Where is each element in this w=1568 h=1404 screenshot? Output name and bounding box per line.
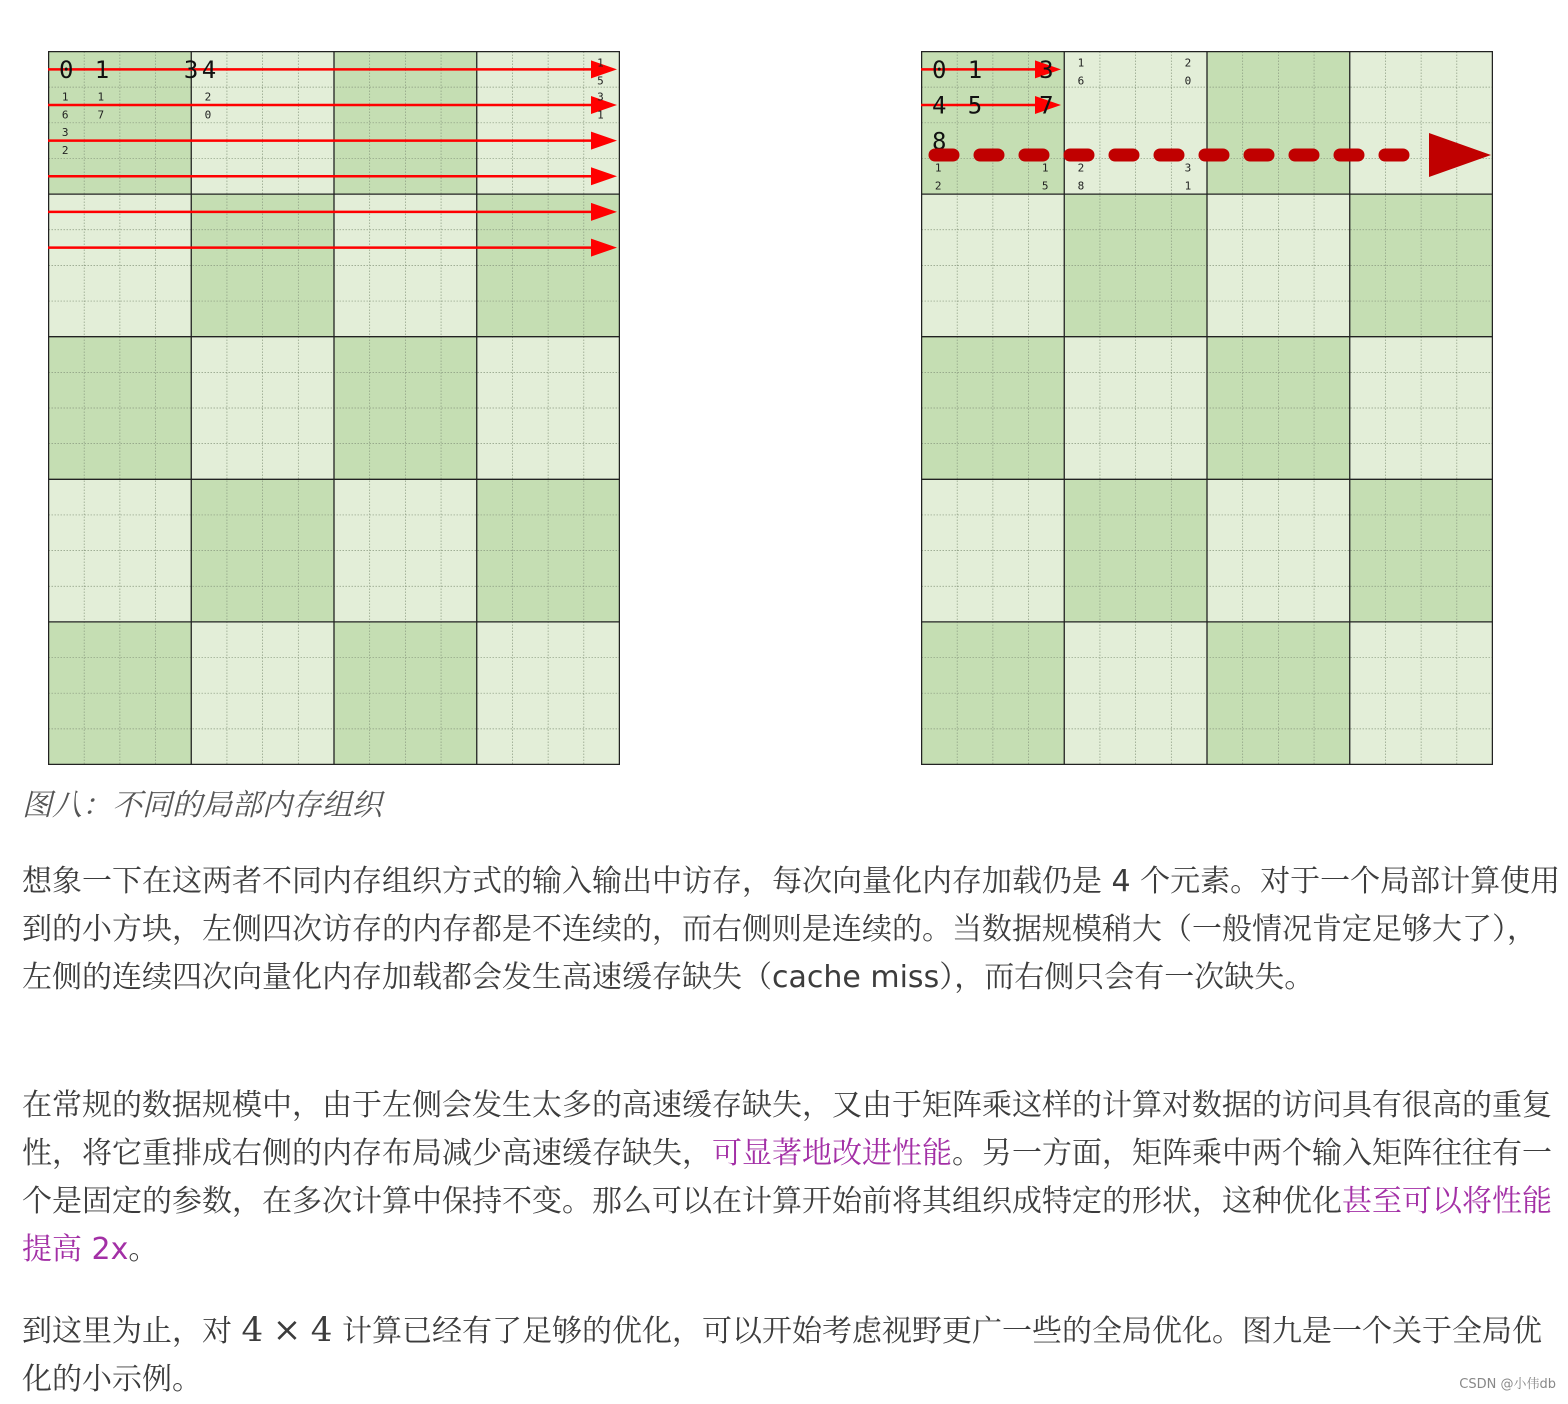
improve-performance-link[interactable]: 可显著地改进性能: [712, 1136, 952, 1171]
paragraph-3: [22, 1306, 1562, 1404]
performance-2x-link[interactable]: 甚至可以将性能提高 2x: [22, 1184, 1552, 1267]
right-grid-diagram: [921, 51, 1493, 765]
element-index-small: 1: [597, 108, 604, 122]
element-index: 8: [932, 127, 947, 156]
element-index: 4: [932, 91, 947, 120]
element-index-small: 2: [934, 179, 942, 193]
figure-caption: 图八：不同的局部内存组织: [22, 788, 382, 823]
element-index-small: 2: [1077, 161, 1085, 175]
element-index: 5: [967, 91, 983, 120]
math-4b: 4: [310, 1310, 333, 1350]
clipped-text-line: [0, 0, 1568, 8]
element-index-small: 1: [934, 161, 942, 175]
element-index-small: 1: [97, 90, 105, 104]
right-memory-layout-figure: [921, 51, 1493, 769]
element-index: 4: [201, 56, 217, 84]
element-index: 1: [967, 56, 983, 84]
paragraph-2: [22, 1082, 1562, 1274]
paragraph-1: 想象一下在这两者不同内存组织方式的输入输出中访存，每次向量化内存加载仍是 4 个元素。对于一个局部计算使用到的小方块，左侧四次访存的内存都是不连续的，而右侧则是连续的。当数据规模稍大（一般情况肯定足够大了），左侧的连续四次向量化内存加载都会发生高速缓存缺失（cache miss），而右侧只会有一次缺失。: [22, 864, 1561, 995]
element-index-small: 5: [597, 74, 604, 88]
element-index: 1: [94, 56, 110, 84]
math-times: ×: [272, 1310, 302, 1350]
element-index: 3: [183, 56, 199, 84]
element-index-small: 6: [61, 108, 69, 122]
paragraph-3-text-a: 到这里为止，对: [22, 1314, 242, 1349]
element-index-small: 5: [1041, 179, 1049, 193]
element-index-small: 1: [61, 90, 69, 104]
element-index: 0: [59, 56, 74, 84]
element-index-small: 0: [204, 108, 212, 122]
watermark: CSDN @小伟db: [1459, 1377, 1556, 1392]
element-index: 0: [932, 56, 947, 84]
left-grid-diagram: [48, 51, 620, 765]
paragraph-2-text-b: 。另一方面，矩阵乘中两个输入矩阵往往有一个是固定的参数，在多次计算中保持不变。那么可以在计算开始前将其组织成特定的形状，这种优化: [22, 1136, 1552, 1219]
element-index-small: 8: [1077, 179, 1085, 193]
element-index-small: 6: [1077, 74, 1085, 88]
paragraph-3-text-b: 计算已经有了足够的优化，可以开始考虑视野更广一些的全局优化。图九是一个关于全局优化的小示例。: [22, 1314, 1542, 1397]
element-index-small: 1: [1041, 161, 1049, 175]
element-index-small: 0: [1184, 74, 1192, 88]
left-memory-layout-figure: [48, 51, 620, 769]
element-index-small: 2: [204, 90, 212, 104]
element-index-small: 3: [1184, 161, 1192, 175]
element-index-small: 7: [97, 108, 105, 122]
element-index-small: 3: [61, 126, 69, 140]
element-index-small: 1: [1184, 179, 1192, 193]
paragraph-2-text-a: 在常规的数据规模中，由于左侧会发生太多的高速缓存缺失，又由于矩阵乘这样的计算对数据的访问具有很高的重复性，将它重排成右侧的内存布局减少高速缓存缺失，: [22, 1088, 1552, 1171]
element-index-small: 2: [61, 143, 69, 157]
element-index-small: 3: [597, 90, 604, 104]
element-index-small: 1: [1077, 56, 1085, 70]
element-index: 7: [1039, 91, 1054, 120]
element-index-small: 1: [597, 56, 604, 70]
element-index: 3: [1039, 56, 1054, 84]
math-4a: 4: [241, 1310, 264, 1350]
paragraph-2-text-c: 。: [128, 1232, 159, 1267]
element-index-small: 2: [1184, 56, 1192, 70]
